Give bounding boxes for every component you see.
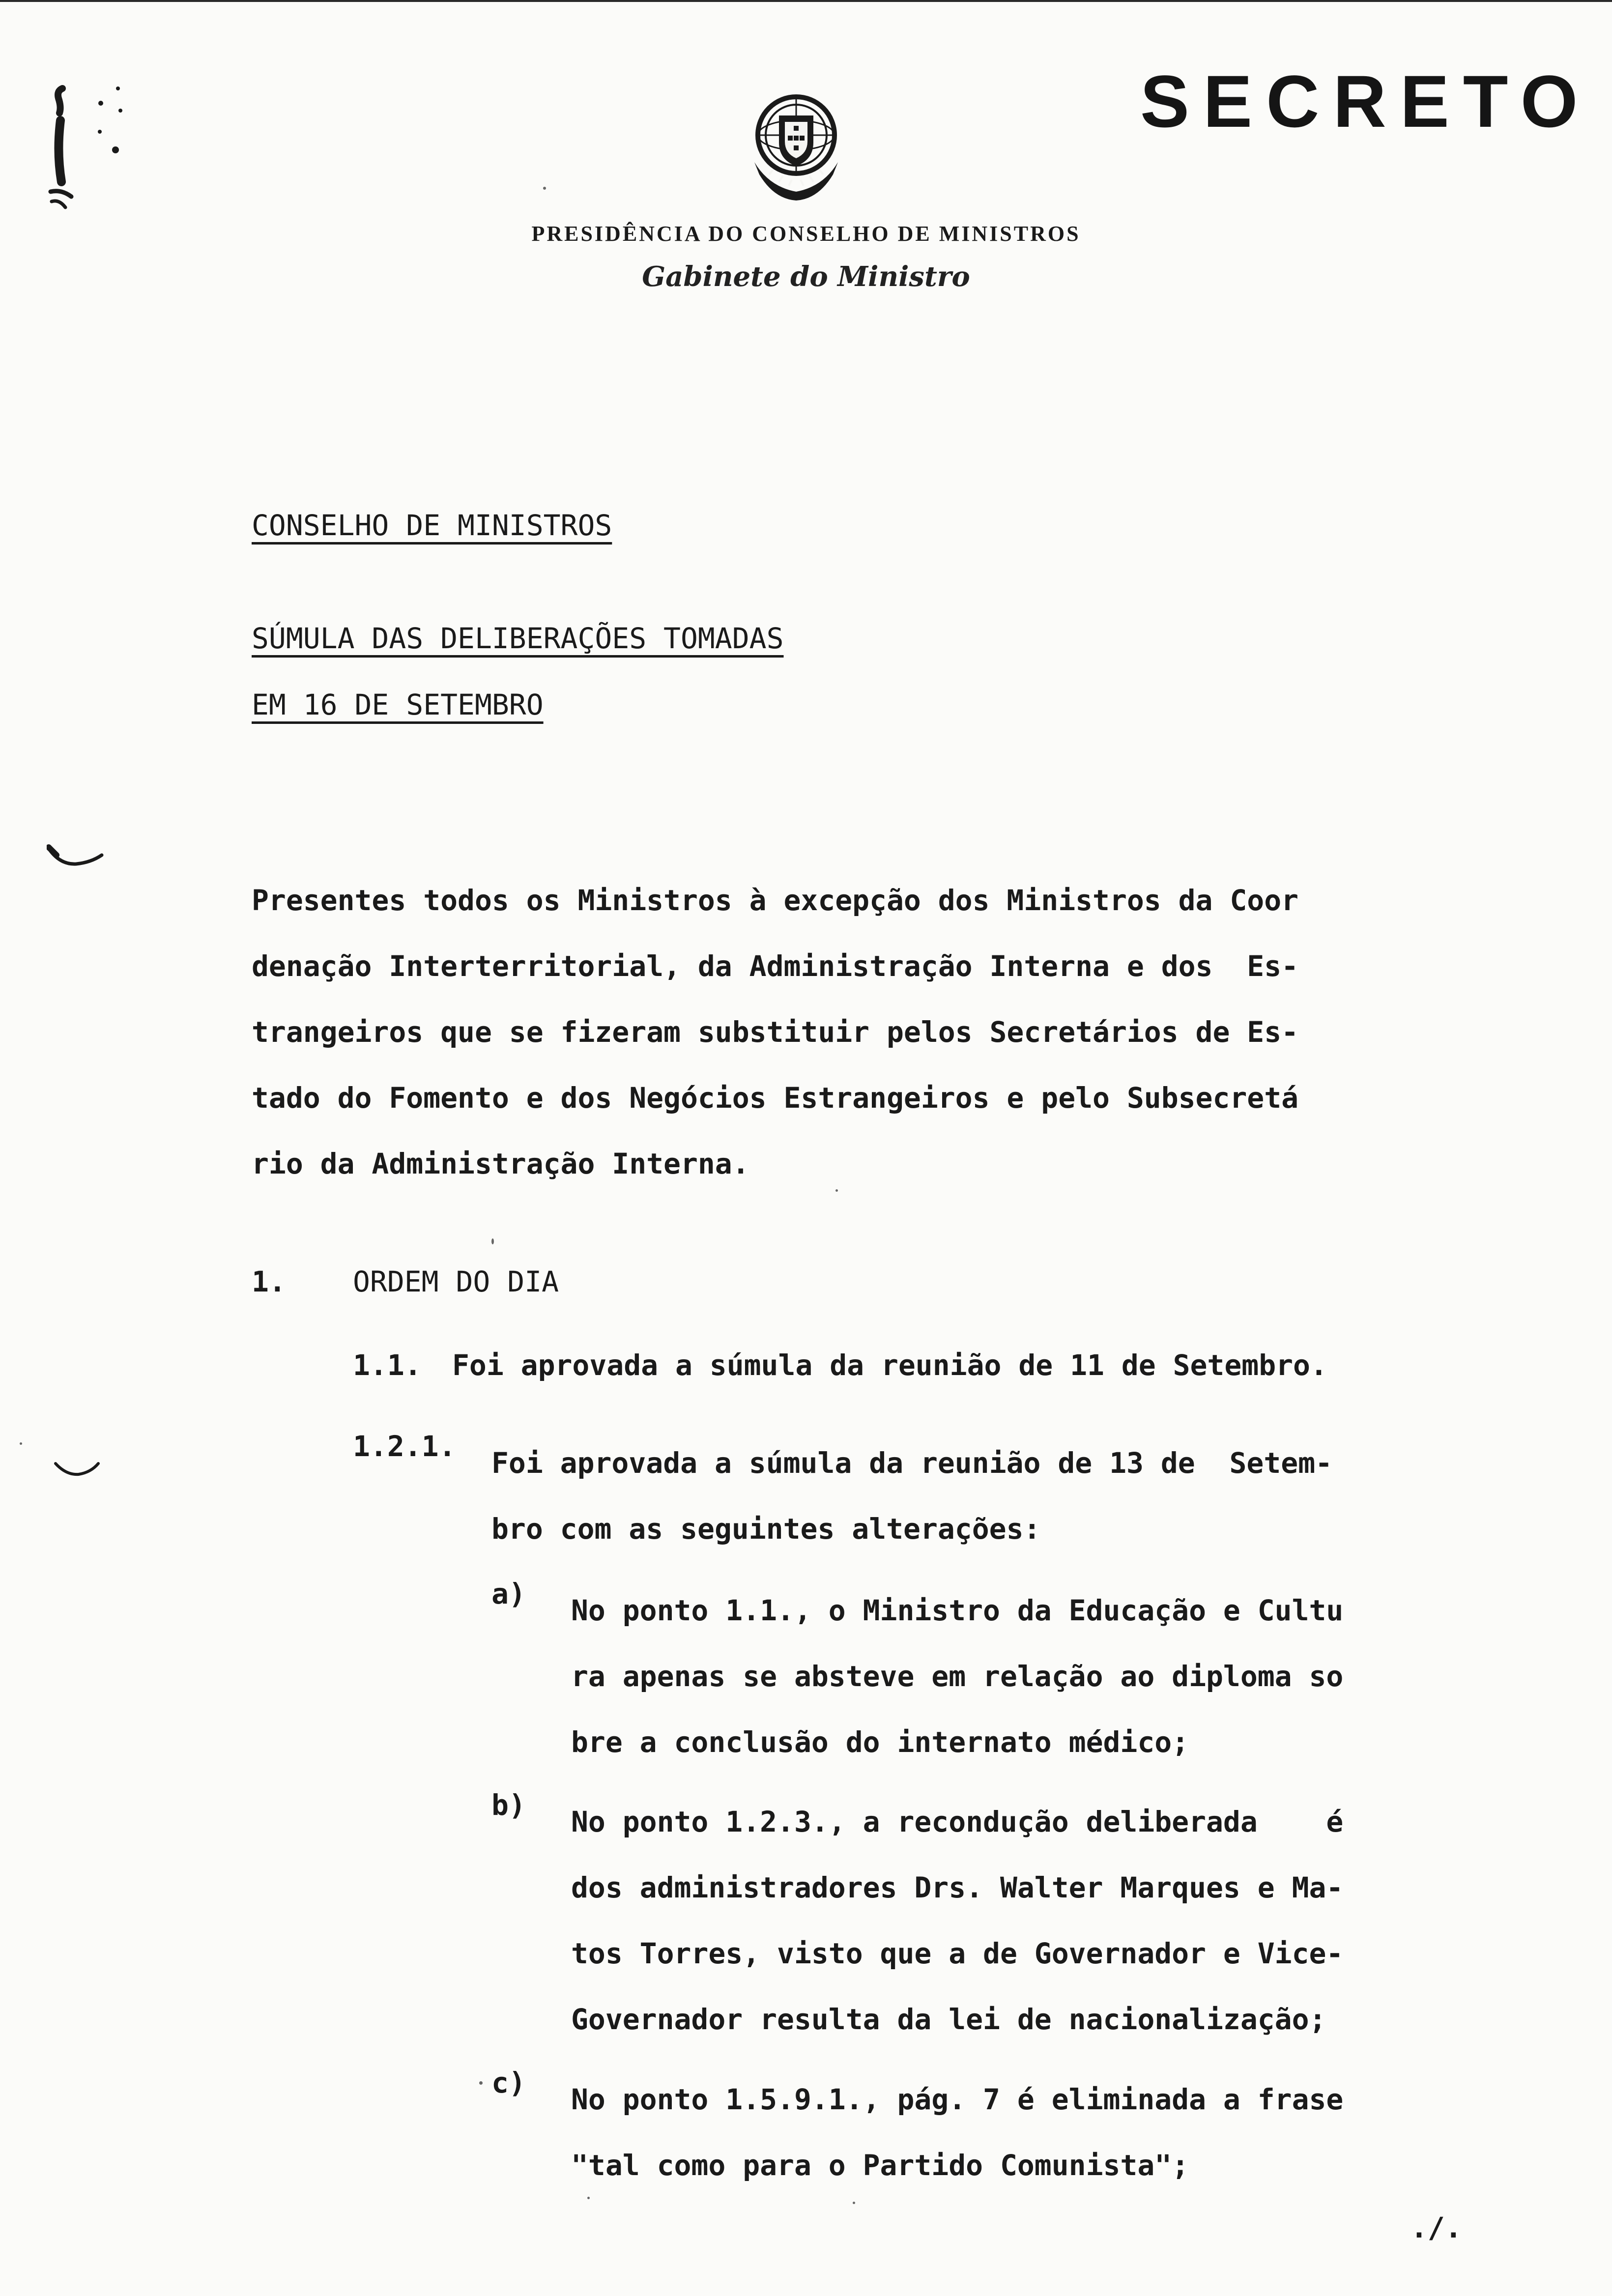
sub-item-label: c) [491,2066,526,2099]
item-line: bro com as seguintes alterações: [491,1512,1041,1546]
sub-item-label: a) [491,1577,526,1610]
sub-item-line: No ponto 1.2.3., a recondução deliberada é [571,1805,1344,1838]
scan-speck [20,1442,22,1445]
attendance-paragraph [252,867,1298,1197]
scan-speck [835,1189,838,1192]
item-line: Foi aprovada a súmula da reunião de 13 de Setem- [491,1446,1333,1480]
sub-item-line: ra apenas se absteve em relação ao diploma so [571,1660,1344,1693]
paragraph-line: rio da Administração Interna. [252,1147,749,1180]
margin-check-mark [52,1455,101,1489]
sub-item-line: Governador resulta da lei de nacionalização; [571,2003,1326,2036]
heading-summary: SÚMULA DAS DELIBERAÇÕES TOMADAS [252,622,784,655]
sub-item-line: No ponto 1.1., o Ministro da Educação e Cultu [571,1594,1344,1627]
coat-of-arms-icon [740,88,853,206]
sub-item-text [571,2066,1343,2198]
sub-item-line: "tal como para o Partido Comunista"; [571,2149,1189,2182]
scan-speck [853,2202,855,2204]
letterhead-office: Gabinete do Ministro [642,260,970,293]
item-text [491,1430,1332,1562]
paragraph-line: Presentes todos os Ministros à excepção dos Ministros da Coor [252,884,1299,917]
margin-check-mark [47,840,106,880]
scan-speck [587,2197,590,2199]
scan-speck [479,2081,483,2085]
paragraph-line: trangeiros que se fizeram substituir pelos Secretários de Es- [252,1015,1299,1049]
sub-item-text [571,1578,1343,1775]
classification-stamp: SECRETO [1140,60,1592,143]
continuation-mark: ./. [1410,2211,1462,2244]
sub-item-label: b) [491,1788,526,1822]
heading-council: CONSELHO DE MINISTROS [252,509,612,542]
section-number: 1. [252,1265,286,1298]
paragraph-line: denação Interterritorial, da Administração Interna e dos Es- [252,949,1299,983]
page-top-border [0,0,1612,2]
sub-item-line: dos administradores Drs. Walter Marques e Ma- [571,1871,1344,1904]
paragraph-line: tado do Fomento e dos Negócios Estrangeiros e pelo Subsecretá [252,1081,1299,1115]
item-number: 1.2.1. [353,1430,456,1463]
heading-date: EM 16 DE SETEMBRO [252,688,544,721]
scan-speck [543,187,546,190]
section-title: ORDEM DO DIA [353,1265,559,1298]
sub-item-line: tos Torres, visto que a de Governador e Vice- [571,1937,1344,1970]
margin-handwritten-mark [42,74,145,211]
scan-speck [491,1238,494,1244]
sub-item-text [571,1789,1343,2052]
sub-item-line: bre a conclusão do internato médico; [571,1725,1189,1759]
item-text: Foi aprovada a súmula da reunião de 11 de Setembro. [452,1349,1327,1382]
item-number: 1.1. [353,1349,422,1382]
letterhead-institution: PRESIDÊNCIA DO CONSELHO DE MINISTROS [531,222,1081,246]
sub-item-line: No ponto 1.5.9.1., pág. 7 é eliminada a frase [571,2083,1344,2116]
